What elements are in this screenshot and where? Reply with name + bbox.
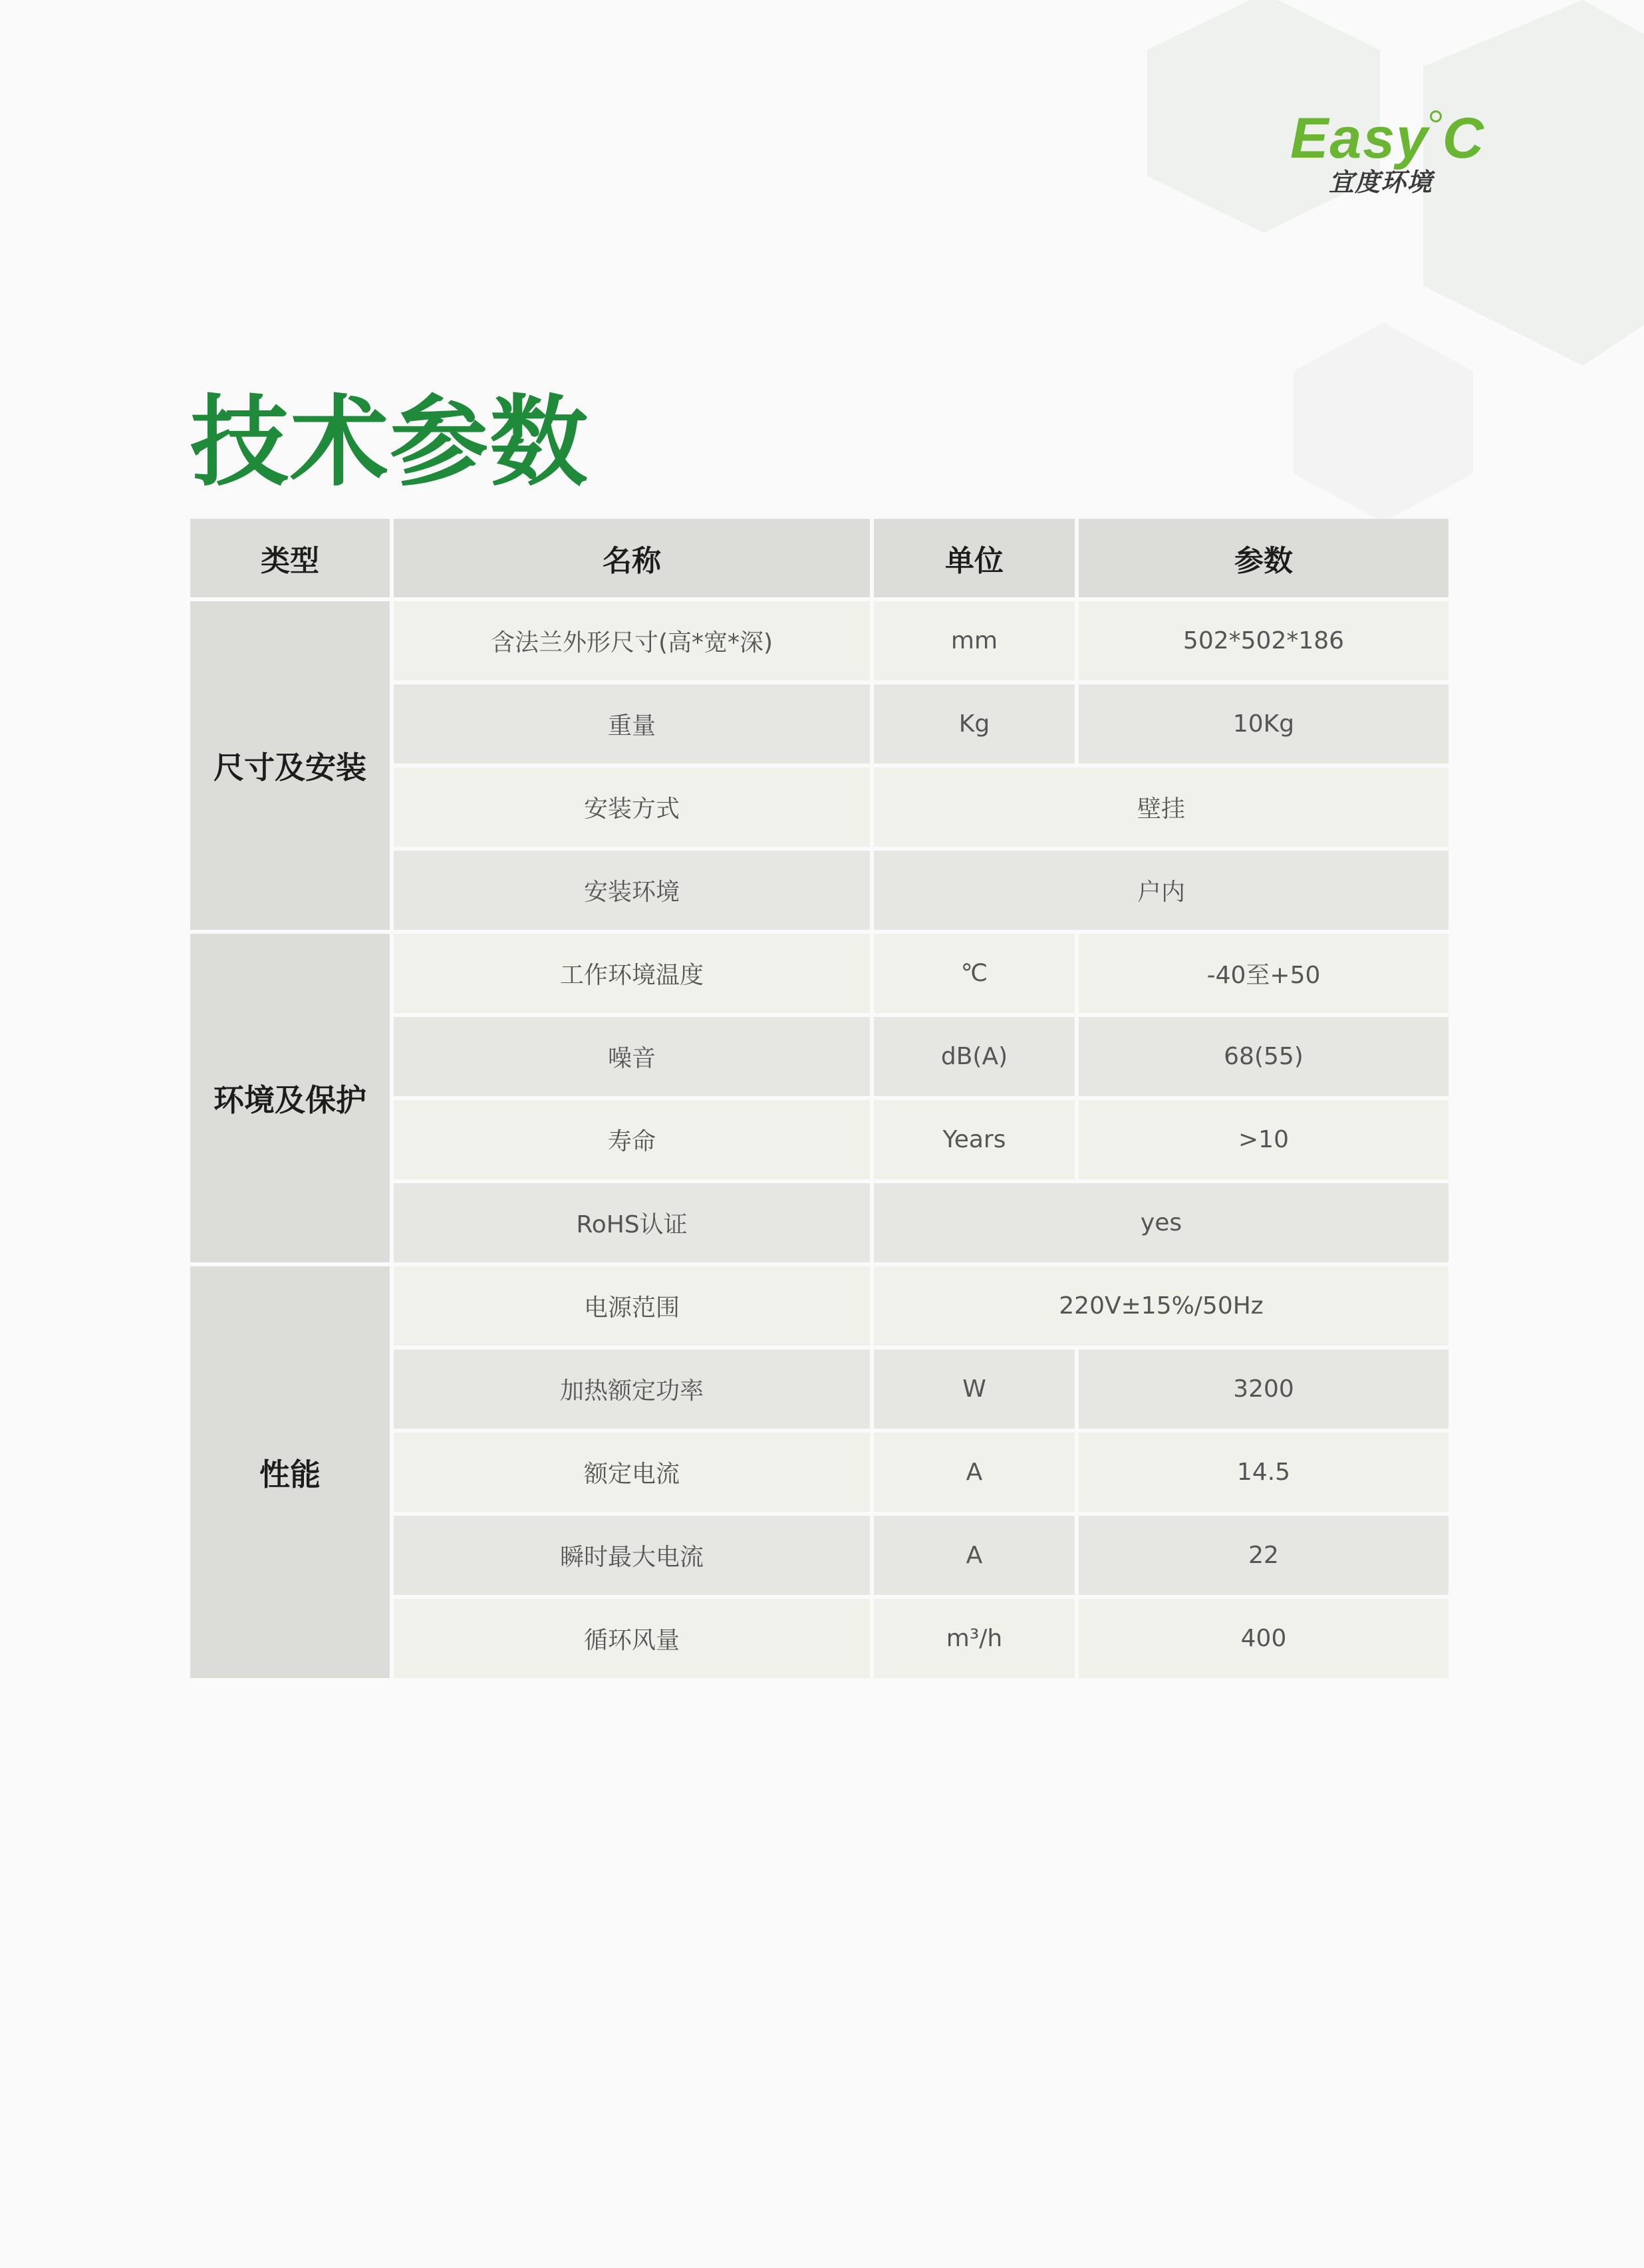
param-name: 循环风量 — [394, 1599, 870, 1678]
param-unit: A — [874, 1516, 1075, 1595]
param-value: 22 — [1079, 1516, 1448, 1595]
logo-subtitle: 宜度环境 — [1329, 168, 1433, 197]
param-value: 壁挂 — [874, 768, 1448, 847]
param-name: 安装环境 — [394, 851, 870, 930]
category-cell: 尺寸及安装 — [190, 601, 390, 930]
logo-wordmark: Easy C — [1290, 106, 1485, 170]
param-value: yes — [874, 1183, 1448, 1262]
param-name: 安装方式 — [394, 768, 870, 847]
header-unit: 单位 — [874, 519, 1075, 597]
param-name: 电源范围 — [394, 1266, 870, 1346]
param-unit: mm — [874, 601, 1075, 680]
hexagon-decoration — [1290, 319, 1476, 525]
param-name: 寿命 — [394, 1100, 870, 1179]
param-value: 户内 — [874, 851, 1448, 930]
param-name: 工作环境温度 — [394, 934, 870, 1013]
param-name: 额定电流 — [394, 1433, 870, 1512]
param-value: 220V±15%/50Hz — [874, 1266, 1448, 1346]
param-unit: Years — [874, 1100, 1075, 1179]
header-value: 参数 — [1079, 519, 1448, 597]
param-name: 加热额定功率 — [394, 1349, 870, 1429]
category-cell: 性能 — [190, 1266, 390, 1678]
param-unit: A — [874, 1433, 1075, 1512]
param-name: 重量 — [394, 684, 870, 764]
param-value: -40至+50 — [1079, 934, 1448, 1013]
param-value: 10Kg — [1079, 684, 1448, 764]
param-unit: W — [874, 1349, 1075, 1429]
category-cell: 环境及保护 — [190, 934, 390, 1262]
param-name: 噪音 — [394, 1017, 870, 1096]
param-value: 400 — [1079, 1599, 1448, 1678]
table-row — [190, 1266, 1448, 1346]
param-unit: ℃ — [874, 934, 1075, 1013]
param-unit: m³/h — [874, 1599, 1075, 1678]
page-title: 技术参数 — [190, 385, 589, 499]
degree-mark — [1430, 110, 1442, 122]
param-value: >10 — [1079, 1100, 1448, 1179]
table-row — [190, 934, 1448, 1013]
param-name: 瞬时最大电流 — [394, 1516, 870, 1595]
param-value: 3200 — [1079, 1349, 1448, 1429]
param-value: 14.5 — [1079, 1433, 1448, 1512]
param-value: 68(55) — [1079, 1017, 1448, 1096]
param-name: RoHS认证 — [394, 1183, 870, 1262]
header-type: 类型 — [190, 519, 390, 597]
spec-table — [186, 515, 1452, 1682]
table-row — [190, 601, 1448, 680]
param-unit: Kg — [874, 684, 1075, 764]
param-name: 含法兰外形尺寸(高*宽*深) — [394, 601, 870, 680]
param-unit: dB(A) — [874, 1017, 1075, 1096]
table-header-row — [190, 519, 1448, 597]
brand-logo — [1290, 106, 1483, 200]
header-name: 名称 — [394, 519, 870, 597]
param-value: 502*502*186 — [1079, 601, 1448, 680]
